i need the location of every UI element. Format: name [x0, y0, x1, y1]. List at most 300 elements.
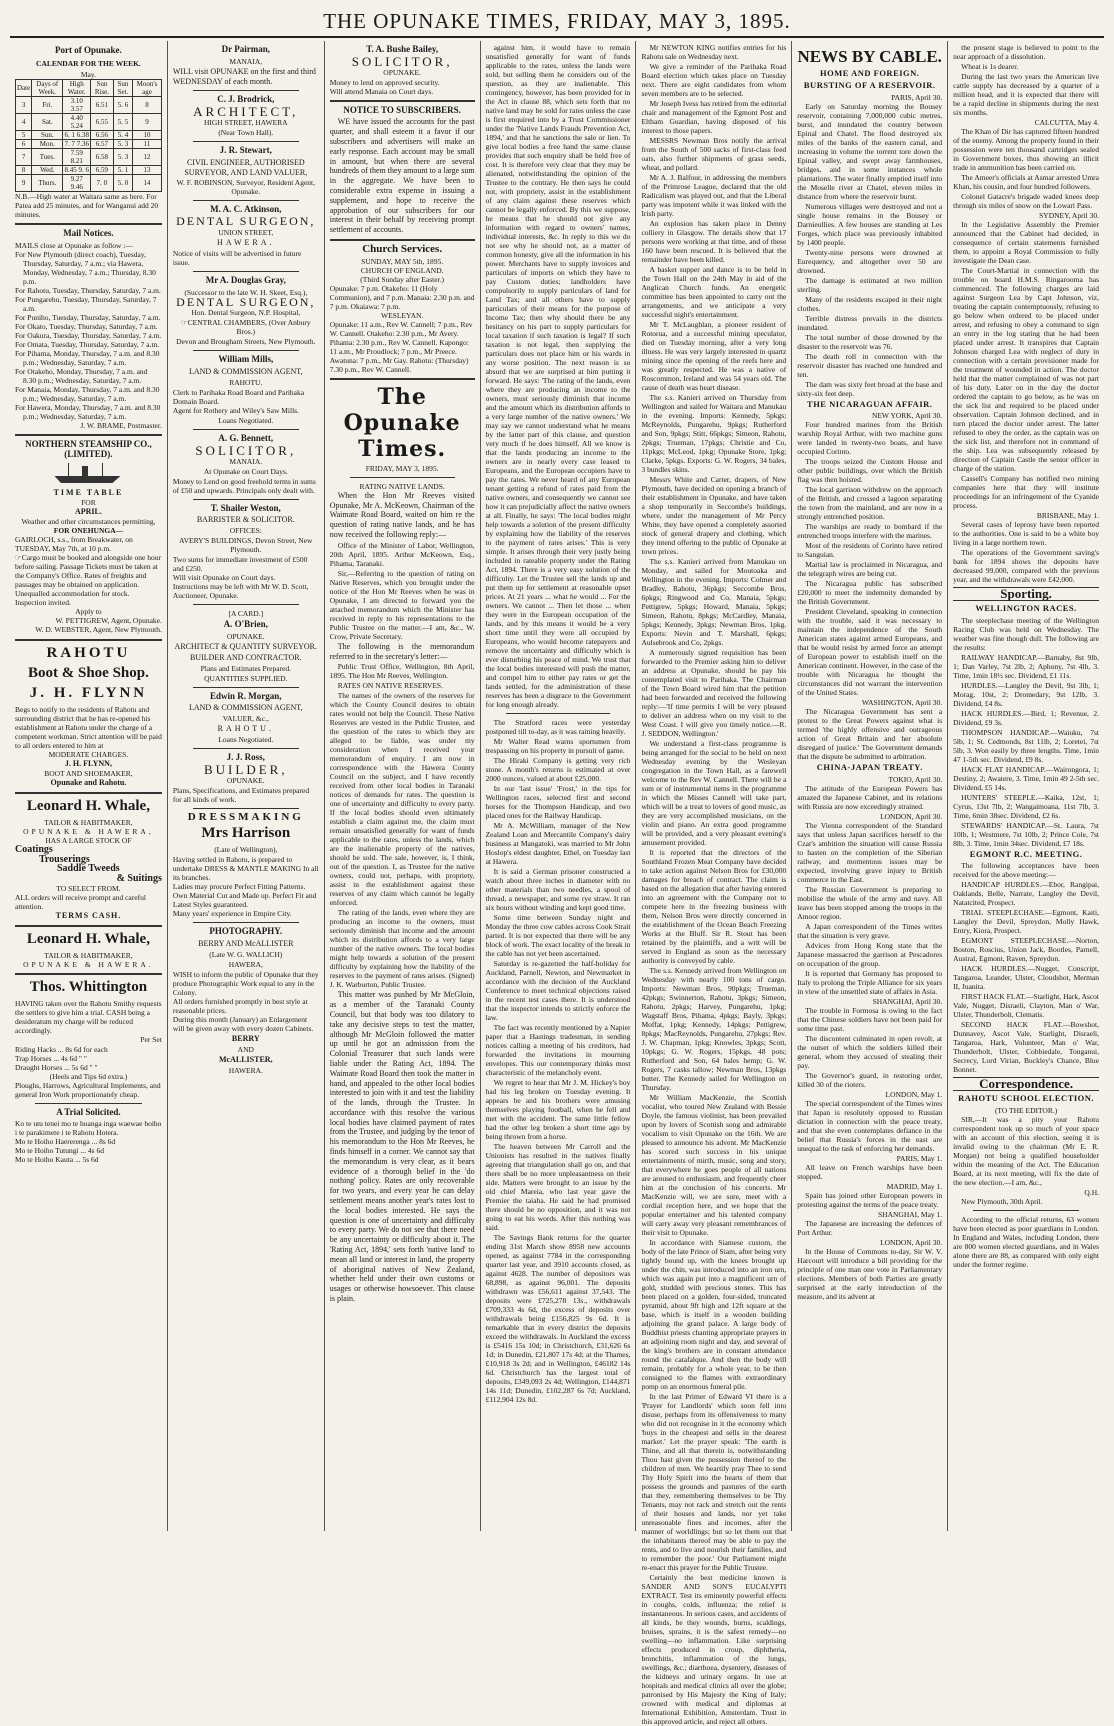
article-body [330, 491, 475, 1304]
photo-sign-1: BERRY [231, 1033, 260, 1043]
list-item: For Manaia, Monday, Thursday, 7 a.m. and 8.30 p.m.; Wednesday, Saturday, 7 a.m. [15, 384, 160, 403]
paragraph: The s.s. Kanieri arrived on Thursday from Wellington and sailed for Waitara and Manukau in the evening. Imports: Kennedy, 5pkgs; McReynolds, Pungarehu, 9pkgs; Rutherford and Son, 9pkgs; Stitt, 66pkgs; Simeon, Rahotu, 2pkgs; Trueman, 17pkgs; Christie and Co, 11pkgs; McLeod, 1pkg; Opunake Store, 1pkg; Clarke, 5pkgs. Exports: G. W. Rogers, 34 bales, 3 bundles skins. [641, 393, 787, 474]
paragraph: In accordance with Siamese custom, the body of the late Prince of Siam, after being very tightly bound up, with the knees brought up under the chin, was introduced into an iron urn, which was again put into a magnificent urn of gold, studded with precious stones. This has been placed on a golden, four-sided, truncated pyramid, about 9ft high and 12ft square at the base, which is itself in a wooden building adjoining the grand palace. A large body of Buddhist priests chanting appropriate prayers in an adjoining room night and day, and several of the king's brothers are in constant attendance round the catafalque. And then the body will remain, probably for a whole year, to be then consigned to the flames with extraordinary pomp on an enormous funeral pile. [641, 1238, 787, 1391]
paragraph: The Stratford races were yesterday postponed till to-day, as it was raining heavily. [485, 718, 631, 736]
calendar-table [15, 79, 162, 192]
column-4-body [486, 43, 631, 1404]
china-japan-head: CHINA-JAPAN TREATY. [816, 762, 923, 773]
paragraph: It is reported that the directors of the Southland Frozen Meat Company have decided to take action against Nelson Bros for £30,000 damages for breach of contract. The claim is based on the allegation that after having entered into an agreement with the Company not to compete here in the freezing business with them, Nelson Bros were directly concerned in the establishment of the Ocean Beach Freezing Works at the Bluff. Sir R. Stout has been retained by the plaintiffs, and a writ will be served in England as soon as the necessary authority is conveyed by cable. [641, 848, 787, 965]
cell: 10 [133, 130, 162, 139]
photo-sign-3: McALLISTER, [219, 1054, 273, 1064]
photo-name: BERRY AND McALLISTER [198, 939, 294, 949]
paragraph: Certainly the best medicine known is SANDER AND SON'S EUCALYPTI EXTRACT. Test its eminently powerful effects in coughs, colds, influenza; the relief is instantaneous. In serious cases, and accidents of all kinds, be they wounds, burns, scaldings, bruises, sprains, it is the safest remedy—no swelling—no inflammation. Like surprising effects produced in croup, diphtheria, bronchitis, inflammation of the lungs, swellings, &c.; diarrhoea, dysentery, diseases of the kidneys and urinary organs. In use at hospitals and medical clinics all over the globe; patronised by His Majesty the King of Italy; crowned with medical and diplomas at International Exhibition, Amsterdam. Trust in this approved article, and reject all others. [641, 1573, 787, 1726]
whittington-text: HAVING taken over the Rahotu Smithy requests the settlers to give him a trial. CASH being a desideratum my charge will be reduced accordingly. [15, 998, 162, 1035]
list-item: For Rahotu, Tuesday, Thursday, Saturday, 7 a.m. [15, 285, 161, 295]
ad-atkinson [173, 205, 319, 266]
morgan-trade: LAND & COMMISSION AGENT, [188, 703, 303, 713]
paragraph: The Savings Bank returns for the quarter ending 31st March show 8958 new accounts opened, as against 7784 in the corresponding quarter last year, and 3910 accounts closed, as against 4628. The number of depositors was 68,898, as against 96,001. The deposits withdrawn was £56,611 against 37,543. The deposits were £725,278 13s., withdrawals £709,333 4s 6d, the excess of deposits over withdrawals being £156,825 9s 6d. It is remarkable that in every district the deposits exceed the withdrawals. In Auckland the excess is £5416 15s 10d; in Christchurch, £31,626 6s 1d; in Dunedin, £21,807 17s 4d; at the Thames, £10,918 3s 2d; and in Wellington, £46182 14s 6d. Christchurch has the largest total of deposits, £349,093 2s 4d; Wellington, £144,871 14s 11d; Dunedin, £102,287 6s 7d; Auckland, £112,904 12s 8d. [485, 1233, 631, 1404]
paragraph: RATES ON NATIVE RESERVES. [337, 681, 443, 691]
weston-offices: OFFICES: [229, 526, 262, 536]
harrison-late: (Late of Wellington), [214, 845, 278, 855]
paragraph: Spain has joined other European powers in protesting against the terms of the peace treaty. [797, 1191, 943, 1210]
calendar-head: Moon's age [133, 79, 162, 96]
bailey-name: T. A. Bushe Bailey, [366, 44, 439, 54]
gray-addr: ☞CENTRAL CHAMBERS, (Over Anbury Bros.) [180, 318, 311, 337]
stewart-rep: W. F. ROBINSON, Surveyor, Resident Agent, Opunake. [176, 178, 315, 197]
sporting-body [953, 616, 1099, 848]
paragraph: The trouble in Formosa is owing to the fact that the Chinese soldiers have not been paid for some time past. [797, 1006, 943, 1034]
dateline: SYDNEY, April 30. [1039, 211, 1100, 220]
column-3 [325, 41, 481, 1531]
paragraph: EGMONT STEEPLECHASE.—Norton, Boston, Roscius, Union Jack, Bootles, Parnell, Austral, Egmont, Raven, Spreydon. [953, 936, 1100, 964]
paragraph: MESSRS Newman Bros notify the arrival from the South of 500 sacks of first-class feed oats, also further shipments of grass seeds, wheat, and pollard. [641, 136, 787, 172]
ad-harrison [172, 810, 319, 919]
paragraph: We give a reminder of the Parihaka Road Board election which takes place on Tuesday next. There are eight candidates from whom seven members are to be selected. [641, 62, 787, 98]
paragraph: It is said a German prisoner constructed a watch about three inches in diameter with no other materials than two needles, a spool of thread, a newspaper, and some rye straw. It ran six hours without winding and kept good time. [485, 867, 631, 912]
paragraph: The steeplechase meeting of the Wellington Racing Club was held on Wednesday. The weather was fine though dull. The following are the results: [953, 615, 1100, 652]
paragraph: All leave on French warships have been stopped. [797, 1163, 943, 1182]
paragraph: When the Hon Mr Reeves visited Opunake, Mr A. McKeown, Chairman of the Waimate Road Board, waited on him re the question of rating native lands, and he has now received the following reply:— [329, 490, 475, 539]
cell: 14 [133, 174, 162, 191]
table-row [16, 96, 162, 113]
weston-instr: Instructions may be left with Mr W. D. Scott, Auctioneer, Opunake. [172, 582, 309, 601]
steamship-title: NORTHERN STEAMSHIP CO., (LIMITED). [25, 439, 152, 460]
cell: 6.51 [91, 96, 114, 113]
stewart-trade: CIVIL ENGINEER, AUTHORISED SURVEYOR, AND LAND VALUER, [184, 157, 308, 177]
paragraph: Colonel Gatacre's brigade waded knees deep through six miles of snow on the Lowari Pass. [953, 192, 1100, 210]
flynn-trade: BOOT AND SHOEMAKER, [44, 768, 133, 778]
select-label: TO SELECT FROM. [56, 883, 121, 893]
calendar-head: Sun Set. [113, 79, 132, 96]
dateline: SHANGHAI, May 1. [877, 1210, 943, 1220]
calendar-month: May. [80, 69, 96, 79]
correspondence-body [953, 1115, 1099, 1269]
cell: 3 [16, 96, 32, 113]
list-item: For Okato, Tuesday, Thursday, Saturday, 7 a.m. [15, 321, 158, 331]
paragraph: The heaven between Mr Carroll and the Unionists has resulted in the natives finally agreeing that triangulation shall go on, and that there shall be no more unpleasantness on their side. Matters were brought to an issue by the old chief Mareia, who last year gave the Premier the taiaha. He said he had promised there should be no opposition, and it was not going to eat his words. After this nothing was said. [485, 1142, 631, 1232]
table-row [16, 174, 162, 191]
dateline: PARIS, April 30. [891, 92, 943, 102]
per-set: Per Set [140, 1034, 162, 1044]
calendar-head-row [16, 79, 162, 96]
paragraph: The s.s. Kennedy arrived from Wellington on Wednesday with nearly 100 tons of cargo. Imports: Newman Bros, 90pkgs; Trueman, 42pkgs; Swinnerton, Rahotu, 3pkgs; Simeon, Rahotu, 2pkgs; Harvey, Pungarehu, 1pkg; Wagstaff Bros, Pihama, 4pkgs; Bayly, 3pkgs; Moffat, 1pkg; Kennedy, 14pkgs; Pettigrew, 8pkgs; MacReynolds, Pungarehu, 27pkgs; Rev. J. W. Chapman, 1pkg; Knowles, 3pkgs; Scott, 10pkgs; G. W. Rogers, 15pkgs, 48 pots; Rutherford and Son, 64 bales hemp; G. W. Rogers, 7 casks tallow; Newman Bros, 13pkgs butter. The Kennedy sailed for Wellington on Thursday. [641, 966, 787, 1092]
brodrick-trade: ARCHITECT, [193, 104, 299, 120]
ad-bennett [173, 434, 319, 495]
photo-orders: All orders furnished promptly in best style at reasonable prices. [172, 996, 308, 1015]
wesleyan-head: WESLEYAN. [381, 310, 424, 320]
ad-ross [173, 753, 319, 804]
paragraph: HACK FLAT HANDICAP.—Wairongora, 1; Destiny, 2; Awatere, 3. Time, 1min 49 2-5th sec. Dividend, £5 14s. [953, 764, 1100, 792]
paragraph: HURDLES.—Langley the Devil, 9st 3lb, 1; Morag, 10st, 2; Dromedary, 9st 12lb, 3. Dividend, £4 8s. [953, 680, 1100, 708]
sporting-head: Sporting. [953, 587, 1099, 601]
ad-obrien [173, 609, 319, 682]
ad-morgan [173, 692, 319, 744]
weston-name: T. Shailer Weston, [210, 502, 281, 513]
paragraph: Early on Saturday morning the Bousey reservoir, containing 7,000,000 cubic metres, burst, and inundated the country between Epinal and Chatel. The flood destroyed six miles of the banks of the eastern canal, and increasing in volume the torrent tore down the Epinal valley, and swept away farmhouses, bridges, and in some instances whole plantations. The water finally emptied itself into the Moselle river at Chatel, eleven miles in distance from where the reservoir burst. [797, 101, 943, 201]
paragraph: A basket supper and dance is to be held in the Town Hall on the 24th May in aid of the Anglican Church funds. An energetic committee has been appointed to carry out the arrangements, and we anticipate a very successful night's entertainment. [641, 265, 787, 319]
bennett-court: At Opunake on Court Days. [203, 466, 288, 476]
bailey-town: OPUNAKE. [383, 67, 421, 77]
paragraph: Messrs White and Carter, drapers, of New Plymouth, have decided on opening a branch of their establishment in Opunake, and have taken a shop temporarily in Seccombe's buildings, where, under the management of Mr Percy White, they have opened a completely assorted stock of general drapery and clothing, which they intend offering to the public of Opunake at town prices. [641, 475, 787, 556]
cell: 8 [16, 165, 32, 174]
cell: 11 [133, 139, 162, 148]
trial-title: A Trial Solicited. [56, 1106, 121, 1117]
masthead: THE OPUNAKE TIMES, FRIDAY, MAY 3, 1895. [10, 6, 1104, 38]
nicaraguan-head: THE NICARAGUAN AFFAIR. [807, 398, 933, 409]
cell: 5. 4 [113, 130, 132, 139]
obrien-qty: QUANTITIES SUPPLIED. [204, 673, 288, 683]
dateline: LONDON, April 30. [880, 812, 943, 822]
paragraph: HUNTERS' STEEPLE.—Kaika, 12st, 1; Cyrus, 13st 7lb, 2; Wangaimoana, 11st 7lb, 3. Time, 6min 38sec. Dividend, £2 6s. [953, 792, 1100, 820]
paragraph: Martial law is proclaimed in Nicaragua, and the telegraph wires are being cut. [797, 560, 943, 579]
paragraph: Saturday is re-gazetted the half-holiday for Auckland, Parnell, Newton, and Newmarket in accordance with the decision of the Auckland Conference to meet technical objections raised in the recent test cases there. It is understood that the inspector intends to strictly enforce the law. [485, 959, 631, 1022]
trial-rate: Mo te Hoiho Tutungi ... 4s 6d [15, 1146, 104, 1156]
mills-loans: Loans Negotiated. [218, 415, 274, 425]
ad-bailey [330, 45, 475, 96]
list-item: For Oakura, Tuesday, Thursday, Saturday, 7 a.m. [15, 330, 162, 340]
cell: Sat. [32, 113, 63, 130]
trial-rate: Mo te Hoiho Haererenga ... 8s 6d [15, 1137, 116, 1147]
paragraph: The local garrison withdrew on the approach of the British, and crossed a lagoon separating the town from the mainland, and are now in a strongly entrenched position. [797, 485, 943, 522]
saddle-tweeds: Saddle Tweeds [57, 863, 120, 875]
calendar-head: Sun Rise. [91, 79, 114, 96]
wellington-races-head: WELLINGTON RACES. [975, 602, 1077, 613]
agent-new-plymouth: W. D. WEBSTER, Agent, New Plymouth. [35, 625, 162, 635]
column-6 [792, 41, 948, 1531]
dateline: LONDON, April 30. [880, 1238, 943, 1248]
morgan-loans: Loans Negotiated. [218, 734, 274, 744]
paragraph: Twenty-nine persons were drowned at Eurequency, and altogether over 50 are drowned. [797, 247, 943, 275]
photo-sign-4: HAWERA. [228, 1065, 263, 1075]
sailing-info: GAIRLOCH, s.s., from Breakwater, on TUESDAY, May 7th, at 10 p.m. [15, 534, 133, 553]
paragraph: We understand a first-class programme is being arranged for the social to be held on next Wednesday evening by the Wesleyan congregation in the Town Hall, as a farewell welcome to the Rev W. Cannell. There will be a sum or of instrumental items in the programme in which the Misses Cannell will take part, which will be a treat to lovers of good music, as they are very accomplished musicians, on the violin and piano. An extra good programme will be provided, and a very pleasant evening's amusement provided. [641, 739, 787, 847]
paragraph: The rating of the lands, even where they are producing an income to the owners, must seriously diminish that income and the amount which its distribution affords to a very large number of the native owners. The local bodies might help towards a solution of the present difficulty by explaining how the liability of the reserves to the payment of rates arises. (Signed) J. K. Warburton, Public Trustee. [329, 908, 475, 990]
timetable-month: APRIL. [74, 506, 102, 516]
flynn-place: Opunake and Rahotu. [50, 777, 127, 787]
brodrick-name: C. J. Brodrick, [217, 94, 275, 105]
list-item: For Pihama, Monday, Thursday, 7 a.m. and 8.30 p.m.; Wednesday, Saturday, 7 a.m. [15, 348, 160, 367]
suitings: & Suitings [116, 873, 162, 885]
paragraph: The names of the owners of the reserves for which the County Council desires to obtain rates would not help the Council. These Native Reserves are vested in the Public Trustee, and the question of the rates to which they are alleged to be liable, was under my consideration when I received your memorandum of enquiry. I am now in correspondence with the Hawera County Council on the subject, and I have recently received from other local bodies in Taranaki notices of demands for rates. The question is one of uncertainty and difficulty to every party. If the local bodies should even ultimately establish a claim against me, the claim must remain unsatisfied generally for want of funds applicable to the rates, unless the lands, which are the inalienable property of the natives, should be sold. The sale, however, is, I think, out of the question. I, as Trustee for the native owners, could not, perhaps, with propriety, assist in the establishment against these reserves of any claim which cannot be legally enforced. [329, 691, 475, 908]
orders-note: ALL orders will receive prompt and careful attention. [15, 892, 146, 911]
whale-trade-2: TAILOR & HABITMAKER, [44, 950, 133, 960]
paragraph: STEWARDS' HANDICAP.—St. Laura, 7st 10lb, 1; Westmere, 7st 10lb, 2; Prince Cole, 7st 8lb, 3. Time, 1min 34sec. Dividend, £7 18s. [953, 820, 1100, 848]
mills-town: RAHOTU. [229, 377, 263, 387]
mills-name: William Mills, [218, 354, 274, 365]
cell: 9.27 9.46 [63, 174, 91, 191]
paragraph: The Russian Government is preparing to mobilise the whole of the army and navy. All leave has been stopped among the troops in the Amoor region. [797, 885, 943, 922]
coatings: Coatings [15, 843, 53, 855]
dateline: TOKIO, April 30. [888, 775, 943, 785]
bennett-trade: SOLICITOR, [195, 442, 297, 458]
paragraph: THOMPSON HANDICAP.—Waiuku, 7st 5lb, 1; St. Cedmonds, 8st 11lb, 2; Loretei, 7st 5lb, 3. Won easily by three lengths. Time, 1min 47 1-5th sec. Dividend, £9 8s. [953, 727, 1100, 764]
paragraph: The total number of those drowned by the disaster to the reservoir was 76. [797, 332, 943, 351]
paragraph: The s.s. Kanieri arrived from Manukau on Monday, and sailed for Moutoaka and Wellington in the evening. Imports: Colmer and Bradley, Rahotu, 36pkgs; Seccombe Bros, 6pkgs; Ringwood and Co, Manaia, 5pkgs; Pettigrew, 5pkgs; Howard, Manaia, 5pkgs; Simeon, Rahotu, 8pkgs; McCardley, Manaia, 5pkgs; Kennedy, 3pkgs; Newman Bros, 1pkg. Exports: Nevin and T. Marshall, 6pkgs; Aulsebrook and Co, 2pkgs. [641, 557, 787, 647]
dateline: LONDON, May 1. [885, 1090, 943, 1100]
photo-head: PHOTOGRAPHY. [209, 926, 283, 937]
terms-cash: TERMS CASH. [55, 910, 122, 920]
photo-during: During this month (January) an Enlargement will be given away with every dozen Cabinets. [172, 1014, 314, 1033]
paragraph: We regret to hear that Mr J. M. Hickey's boy had his leg broken on Tuesday evening. It appears he and his brothers were amusing themselves playing football, when he fell and met with the accident. The same little fellow had the other leg broken a short time ago by being thrown from a horse. [485, 1078, 631, 1141]
weston-addr: AVERY'S BUILDINGS, Devon Street, New Plymouth. [179, 536, 313, 555]
cell: 6.59 [91, 165, 114, 174]
paragraph: It is reported that Germany has proposed to Italy to prolong the Triple Alliance for six years in view of the unsettled state of affairs in Asia. [797, 969, 943, 997]
coe-head: CHURCH OF ENGLAND. [360, 265, 444, 275]
gray-streets: Devon and Brougham Streets, New Plymouth. [176, 337, 316, 347]
whale-place: OPUNAKE & HAWERA, [23, 826, 154, 836]
calendar-note: N.B.—High water at Waitara same as here. For Patea add 25 minutes, and for Wanganui add 20 minutes. [15, 191, 159, 219]
timetable-label: TIME TABLE [53, 487, 124, 497]
dateline: MADRID, May 1. [886, 1182, 943, 1192]
paragraph: Wheat is 1s dearer. [961, 62, 1019, 71]
cable-title: NEWS BY CABLE. [797, 47, 942, 66]
ross-trade: BUILDER, [203, 761, 288, 777]
obrien-plans: Plans and Estimates Prepared. [200, 663, 291, 673]
mills-trade: LAND & COMMISSION AGENT, [188, 367, 303, 377]
paragraph: The dam was sixty feet broad at the base and sixty-six feet deep. [797, 379, 943, 398]
cell: 9 [133, 113, 162, 130]
paragraph: A Japan correspondent of the Times writes that the situation is very grave. [797, 922, 943, 941]
dateline: BRISBANE, May 1. [1036, 511, 1100, 520]
paragraph: The Ameer's officials at Asmar arrested Umra Khan, his cousin, and four hundred followers. [953, 173, 1100, 191]
pairman-text: WILL visit OPUNAKE on the first and third WEDNESDAY of each month. [172, 66, 316, 86]
cell: 6 [16, 139, 32, 148]
steamship-icon [48, 463, 128, 485]
cell: 5. 3 [113, 139, 132, 148]
port-title: Port of Opunake. [55, 45, 122, 55]
paragraph: Mr T. McLaughlan, a pioneer resident of Rotorua, and a successful mining speculator, died on Tuesday morning, after a very long illness. He was very largely interested in quartz mining since the opening of the reefs here and was greatly respected. He was a native of Roscommon, Ireland and was 54 years old. The cause of death was heart disease. [641, 320, 787, 392]
cable-body-2 [797, 411, 942, 761]
cell: Fri. [32, 96, 63, 113]
calendar-head: High Water. [63, 79, 91, 96]
ad-photography [173, 927, 319, 1074]
harrison-text: Having settled in Rahotu, is prepared to undertake DRESS & MANTLE MAKING In all its branches. [172, 855, 319, 883]
cable-sub: HOME AND FOREIGN. [820, 68, 920, 78]
paragraph: Terrible distress prevails in the districts inundated. [797, 313, 943, 332]
cell: 7 [16, 148, 32, 165]
paragraph: Cassell's Company has notified two mining companies here that they will institute proceedings for an infringement of the Cyanide process. [953, 474, 1100, 510]
paragraph: Most of the residents of Corinto have retired to Sanguian. [797, 541, 943, 560]
to-editor: (TO THE EDITOR.) [994, 1105, 1058, 1115]
column-5-body [641, 43, 786, 1726]
cell: 3.10 3.57 [63, 96, 91, 113]
whittington-footer: Ploughs, Harrows, Agricultural Implements, and general Iron Work proportionately cheap. [15, 1080, 161, 1099]
flynn-signature: J. H. FLYNN, [64, 759, 112, 769]
paragraph: In the last Primer of Edward VI there is a 'Prayer for Landlords' which soon fell into disuse, perhaps from its offensiveness to many who did not recognise in it the economy which 'buys in the cheapest and sells in the dearest market.' Let the prayer speak: 'The earth is Thine, and all that therein is, notwithstanding Thou hast given the possession thereof to the children of men. We heartily pray Thee to send Thy Holy Spirit into the hearts of them that possess the grounds and pastures of the earth that they, remembering themselves to be Thy Tenants, may not rack and stretch out the rents of their houses and lands, nor yet take unreasonable fines and incomes, after the manner of worldlings; but so let them out that the inhabitants thereof may be able to pay the rents, and to live and nourish their families, and to remember the poor.' Our Parliament might re-enact this prayer for the Public Trustee. [641, 1392, 787, 1572]
whale-name-2: Leonard H. Whale, [26, 930, 150, 947]
atkinson-note: Notice of visits will be advertised in future issue. [172, 248, 302, 267]
column-7 [948, 41, 1104, 1531]
church-date: SUNDAY, MAY 5th, 1895. [361, 256, 444, 266]
cell: 4.40 5.24 [63, 113, 91, 130]
weston-court: Will visit Opunake on Court days. [172, 573, 276, 583]
coe-sub: (Third Sunday after Easter.) [360, 274, 445, 284]
notice-head: NOTICE TO SUBSCRIBERS. [343, 104, 461, 115]
paragraph: This matter was pushed by Mr McGloin, as a member of the Taranaki County Council, but that body was too dilatory to take any decisive steps to test the matter, although Mr McGloin followed the matter up until he got an admission from the Colonial Treasurer that such lands were liable under the Rating Act, 1894. The Waimate Road Board then took the matter in hand, and appealed to the other local bodies interested to join with it and test the liability of the lands, through the Trustee. In accordance with this resolve the various local bodies have claimed payment of rates from the Trustee, and judging by the tenor of his memorandum to the Hon Mr Reeves, he finds himself in a corner. We cannot say that the memorandum is very clear, as it bears evidence of a thorough belief in the 'do nothing' policy. Rates are only recoverable for two years, and every year he can delay settlement means another year's rates lost to the local bodies interested. He says the question is one of uncertainty and difficulty to every party. We do not see that there need be any uncertainty or difficulty about it. The 'Rating Act, 1894,' sets forth 'native land' to mean all land or interest in land, the property of aboriginal natives of New Zealand, whether held under their own customs or usages or otherwise howsoever. This clause is plain. [329, 990, 475, 1304]
obrien-builder: BUILDER AND CONTRACTOR. [189, 652, 302, 662]
cell: 9 [16, 174, 32, 191]
cell: 4 [16, 113, 32, 130]
column-5 [636, 41, 792, 1726]
pairman-place: MANAIA, [229, 56, 263, 66]
ad-mills [173, 355, 319, 425]
mail-intro: MAILS close at Opunake as follow :— [15, 240, 133, 250]
bailey-trade: SOLICITOR, [351, 53, 453, 69]
cell: Sun. [32, 130, 63, 139]
cell: Wed. [32, 165, 63, 174]
cell: Mon. [32, 139, 63, 148]
flynn-charges: MODERATE CHARGES. [48, 750, 129, 760]
paragraph: The fact was recently mentioned by a Napier paper that a Hastings tradesman, in sending notices calling a meeting of his creditors, had forwarded the invitations in mourning envelopes. This our contemporary thinks most characteristic of the melancholy event. [485, 1023, 631, 1077]
paragraph: Mr A. J. Balfour, in addressing the members of the Primrose League, declared that the old Radicalism was played out, and that the Liberal party was impotent while it was linked with the Irish party. [641, 173, 787, 218]
agent-opunake: W. PETTIGREW, Agent, Opunake. [55, 615, 162, 625]
trouserings: Trouserings [39, 853, 90, 865]
pairman-name: Dr Pairman, [221, 44, 270, 54]
rate-line: Riding Hacks ... 8s 6d for each [15, 1044, 108, 1054]
paragraph: Sir,—Referring to the question of rating on Native Reserves, which you brought under the notice of the Hon Mr Reeves when he was in Opunake, I am directed to forward you the attached memorandum which the Minister has received in reply to his representations to the Public Trustee on the matter.—I am, &c., W. Crow, Private Secretary. [329, 568, 475, 641]
paragraph: Several cases of leprosy have been reported to the authorities. One is said to be a white boy living in a large northern town. [953, 520, 1100, 547]
cell: 13 [133, 165, 162, 174]
list-item: For Pungarehu, Tuesday, Thursday, Saturday, 7 a.m. [15, 294, 157, 313]
wesleyan-text: Opunake: 11 a.m., Rev W. Cannell; 7 p.m., Rev W. Cannell. Otakeho: 2.30 p.m., Mr Avery. Pihama: 2.30 p.m., Rev W. Cannell. Kapongo: 11 a.m., Mr Proudlock; 7 p.m., Mr Preece. Awatuna: 7 p.m., Mr Gay. Rahotu: (Thursday) 7.30 p.m., Rev W. Cannell. [329, 319, 473, 374]
calendar-head: Days of Week. [32, 79, 63, 96]
whale-stock: HAS A LARGE STOCK OF [45, 835, 132, 845]
list-item: For Hawera, Monday, Thursday, 7 a.m. and 8.30 p.m.; Wednesday, Saturday, 7 a.m. [15, 402, 161, 421]
list-item: For Otakeho, Monday, Thursday, 7 a.m. and 8.30 p.m.; Wednesday, Saturday, 7 a.m. [15, 366, 148, 385]
paragraph: According to the official returns, 63 women have been elected as poor guardians in London. In England and Wales, including London, there are 800 women elected guardians, and in Wales alone there are 88, as compared with only eight under the former regime. [953, 1214, 1100, 1269]
paragraph: Public Trust Office, Wellington, 8th April, 1895. The Hon Mr Reeves, Wellington. [329, 662, 475, 681]
cell: 5. 3 [113, 148, 132, 165]
harrison-name: Mrs Harrison [201, 825, 291, 842]
cable-body-1 [797, 93, 942, 398]
cell: 7.59 8.21 [63, 148, 91, 165]
cargo-notes: ☞Cargo must be booked and alongside one hour before sailing. Passage Tickets must be taken at the Company's Office. Rates of freights and passages may be obtained on application. Unequalled accommodation for stock. Inspection invited. [15, 552, 161, 607]
paragraph: RAILWAY HANDICAP.—Barnaby, 8st 9lb, 1; Dan Varley, 7st 2lb, 2; Aphony, 7st 4lb, 3. Time, 1min 18½ sec. Dividend, £1 11s. [953, 652, 1100, 680]
paragraph: Numerous villages were destroyed and not a single house remains in the Bousey or Darnieullies. A few houses are standing at Les Forges, which place was previously inhabited by 1400 people. [797, 201, 943, 247]
paragraph: the present stage is believed to point to the near approach of a dissolution. [953, 43, 1100, 61]
paragraph: Mr A. McWilliam, manager of the New Zealand Loan and Mercantile Company's dairy business at Mangatoki, was married to Mr John Hoslop's eldest daughter, Ethel, on Tuesday last at Hawera. [485, 821, 631, 866]
paragraph: The discontent culminated in open revolt, at the outset of which the soldiers killed their general, whom they accused of stealing their pay. [797, 1034, 943, 1071]
calendar-head: Date [16, 79, 32, 96]
paragraph: The death roll in connection with the reservoir disaster has reached one hundred and ten. [797, 351, 943, 379]
paragraph: HANDICAP HURDLES.—Ebor, Rangipai, Oaklands, Belle, Narrate, Langley the Devil, Natatcited, Prospect. [953, 880, 1100, 908]
paragraph: The Court-Martial in connection with the trouble on board H.M.S. Ringarooma has commenced. The following charges are laid against Surgeon Lea by Capt Johnson, viz, treating the captain contemptuously, refusing to go below when ordered to be placed under arrest, and refusing to obey a command to sign an entry in the log stating that he had been placed under arrest. It transpires that Captain Johnson charged Lea with neglect of duty in connection with a certain provisioner made for the treatment of wounded in action. The doctor held that the matter complained of was not part of his duty. Later on in the day the doctor ordered the captain to go below, as he was on the sick list and required to be placed under observation. Captain Johnson declined, and in turn placed the doctor under arrest. The latter refused to obey the order, as the captain was on the sick list, and therefore not in command of the ship. Lea was subsequently released by direction of Captain Castle the senior officer in charge of the station. [953, 266, 1100, 473]
table-row [16, 113, 162, 130]
paragraph: President Cleveland, speaking in connection with the trouble, said it was necessary to maintain the independence of the South American states against armed Europeans, and that he would resist by armed force an attempt of European power to establish itself on the American continent. However, in the case of the trouble with Nicaragua he thought the circumstances did not warrant the intervention of the United States. [797, 607, 943, 698]
egmont-body [953, 861, 1099, 1074]
gray-trade: DENTAL SURGEON, [176, 294, 316, 309]
cell: 8.45 9. 6 [64, 165, 89, 174]
column-7-body [953, 43, 1099, 584]
bennett-money: Money to Lend on good freehold terms in sums of £50 and upwards. Principals only dealt with. [172, 476, 316, 495]
cell: 6.57 [91, 139, 114, 148]
cell: 6.55 [91, 113, 114, 130]
brodrick-addr: HIGH STREET, HAWERA [203, 117, 288, 127]
paragraph: In our 'last issue' 'Frost,' in the tips for Wellington races, selected first and second horses for the Thompson Handicap, and two placed ones for the Railway Handicap. [485, 784, 631, 820]
ad-stewart [173, 146, 319, 196]
paragraph: The Hiraki Company is getting very rich stone. A month's returns is estimated at over 2000 ounces, valued at about £25,000. [485, 756, 631, 783]
paragraph: Office of the Minister of Labor, Wellington, 20th April, 1895. Arthur McKeown, Esq., Pihama, Taranaki. [329, 540, 475, 568]
paragraph: The Japanese are increasing the defences of Port Arthur. [797, 1219, 943, 1238]
flynn-name: J. H. FLYNN [29, 685, 148, 702]
list-item: For New Plymouth (direct coach), Tuesday, Thursday, Saturday, 7 a.m.; via Hawera, Monday, Wednesday, 7 a.m.; Thursday, 8.30 p.m. [15, 249, 156, 286]
photo-late: (Late W. G. WALLICH) [209, 949, 283, 959]
whale-name: Leonard H. Whale, [26, 797, 150, 814]
gray-hon: Hon. Dental Surgeon, N.P. Hospital, [191, 308, 301, 318]
morgan-town: RAHOTU. [217, 724, 274, 734]
dressmaking-head: DRESSMAKING [187, 810, 304, 823]
weather-note: Weather and other circumstances permitting, [21, 516, 156, 526]
ad-weston [173, 504, 319, 601]
mail-title: Mail Notices. [63, 227, 114, 238]
bailey-attend: Will attend Manaia on Court days. [329, 86, 434, 96]
column-1 [10, 41, 168, 1531]
atkinson-name: M. A. C. Atkinson, [210, 204, 282, 215]
paragraph: Four hundred marines from the British warship Royal Arthur, with two machine guns were landed in twenty-two boats, and have occupied Corinto. [797, 420, 943, 457]
atkinson-addr: UNION STREET, [218, 227, 274, 237]
atkinson-town: HAWERA. [217, 237, 275, 247]
apply-label: Apply to [75, 606, 102, 616]
paragraph: SIR,—It was a pity your Rahotu correspondent took up so much of your space with an account of this election, seeing it is invalid owing to the chairman (Mr E. R. Morgan) not being a qualified householder within the meaning of the Act. The Education Board, at its next meeting, will fix the date of the new election.—I am, &c., [953, 1114, 1100, 1187]
ross-name: J. J. Ross, [226, 751, 265, 762]
dateline: WASHINGTON, April 30. [861, 698, 943, 708]
mills-text: Clerk to Parihaka Road Board and Parihaka Domain Board. [172, 387, 305, 406]
paragraph: The troops seized the Custom House and other public buildings, over which the British flag was then hoisted. [797, 457, 943, 485]
paragraph: An explosion has taken place in Denny colliery in Glasgow. The details show that 17 persons were working at that time, and of these 160 have been rescued. It is believed that the remainder have been killed. [641, 219, 787, 264]
cell: 5 [16, 130, 32, 139]
cell: 5. 6 [113, 96, 132, 113]
trial-text: Ko te utu tenei mo te huanga inga waewae hoiho i te parakimete i te Rahotu Hotera. [15, 1119, 162, 1138]
paragraph: The special correspondent of the Times wires that Japan is resolutely opposed to Russian dictation in connection with the peace treaty, and that she even contemplates defiance in the belief that Russia's forces in the east are unequal to the task of enforcing her demands. [797, 1099, 943, 1154]
cell: 5. 5 [113, 113, 132, 130]
egmont-head: EGMONT R.C. MEETING. [969, 848, 1083, 859]
whale-place-2: OPUNAKE & HAWERA. [23, 959, 154, 969]
cell: 12 [133, 148, 162, 165]
photo-sign-2: AND [237, 1044, 254, 1054]
cell: Tues. [32, 148, 63, 165]
obrien-name: A. O'Brien, [223, 619, 268, 630]
column-2 [168, 41, 325, 1531]
flynn-text: Begs to notify to the residents of Rahotu and surrounding district that he has re-opened his establishment at Rahotu under the charge of a competent workman. Strict attention will be paid to all orders entered to him at [15, 705, 162, 751]
paragraph: Mr NEWTON KING notifies entries for his Rahotu sale on Wednesday next. [641, 43, 787, 61]
whittington-name: Thos. Whittington [29, 978, 148, 995]
paragraph: Advices from Hong Kong state that the Japanese massacred the garrison at Pescadores on occupation of the group. [797, 941, 943, 969]
paragraph: During the last two years the American live cattle supply has decreased by a quarter of a million head, and it is expected that there will be a rapid decline in shipments during the next six months. [953, 72, 1100, 117]
brodrick-near: (Near Town Hall). [218, 127, 274, 137]
morgan-name: Edwin R. Morgan, [210, 690, 282, 701]
ross-town: OPUNAKE. [226, 775, 265, 785]
coe-text: Opunake: 7 p.m. Otakeho: 11 (Holy Communion), and 7 p.m. Manaia: 2.30 p.m. and 7 p.m. Okaiawa: 7 p.m. [329, 283, 475, 311]
notice-text: WE have issued the accounts for the past quarter, and shall esteem it a favor if our subscribers and advertisers will make an early response. Each account may be small in amount, but when there are several hundreds of them they amount to a large sum in the aggregate. We have been to considerable extra expense in issuing a supplement, and hope to receive the approbation of our subscribers for our interest in their behalf by receiving prompt settlement of accounts. [329, 117, 475, 235]
paragraph: Mr William MacKenzie, the Scottish vocalist, who toured New Zealand with Bessie Doyle, the famous violinist, has been prevailed upon by lovers of Scottish song and admirable vocalism to visit Opunake on the 16th. We are pleased to announce his advent. Mr MacKenzie has scored such success in his unique entertainments of mirth, music, song and story, that everywhere he goes people of all nations are aroused to enthusiasm, and frequently cheer him at the conclusion of his concerts. Mr MacKenzie will, we are sure, meet with a cordial reception here, and we hope that the popular entertainer and his talented company will carry away very pleasant remembrances of their visit to Opunake. [641, 1093, 787, 1237]
paragraph: A numerously signed requisition has been forwarded to the Premier asking him to deliver an address at Opunake, should he pay his contemplated visit to Parihaka. The Chairman of the Town Board wired him that the petition had been forwarded and received the following reply:—'If time permits I will be very pleased to deliver an address when on my visit to the West Coast. I will give you timely notice.—R. J. SEDDON, Wellington.' [641, 648, 787, 738]
paragraph: TRIAL STEEPLECHASE.—Egmont, Kaiti, Langley the Devil, Spreydon, Molly Hawk, Entry, Kiora, Prospect. [953, 908, 1100, 936]
cell: 5. 1 [113, 165, 132, 174]
column-4 [481, 41, 637, 1531]
paragraph: SECOND HACK FLAT.—Bowshot, Dunnavey, Ascot Vale, Starlight, Disraeli, Tangaroa, Hark, Volunteer, Man o' War, Thunderbolt, Ulster, Cobbiedale, Tonganui, Secrecy, Lord Virian, Buckley's Chance, Blue Bonnet. [953, 1020, 1100, 1075]
cell: 6.56 [91, 130, 114, 139]
weston-trade: BARRISTER & SOLICITOR. [196, 515, 295, 525]
obrien-card: [A CARD.] [228, 609, 264, 619]
paragraph: The Khan of Dir has captured fifteen hundred of the enemy. Among the property found in their possession were ten thousand cartridges sealed in Government boxes, thus showing an illicit trade in ammunition has been carried on. [953, 127, 1100, 172]
stewart-name: J. R. Stewart, [219, 144, 272, 155]
paragraph: FIRST HACK FLAT.—Starlight, Hark, Ascot Vale, Nugget, Disraeli, Clayton, Man o' War, Ulster, Thunderbolt, Clematis. [953, 992, 1100, 1020]
calendar-subtitle: CALENDAR FOR THE WEEK. [36, 58, 141, 68]
gray-successor: (Successor to the late W. H. Skeet, Esq.), [184, 287, 308, 297]
photo-town: HAWERA, [228, 959, 263, 969]
postmaster-signature: J. W. BRAME, Postmaster. [80, 420, 162, 430]
paragraph: Many of the residents escaped in their night clothes. [797, 294, 943, 313]
